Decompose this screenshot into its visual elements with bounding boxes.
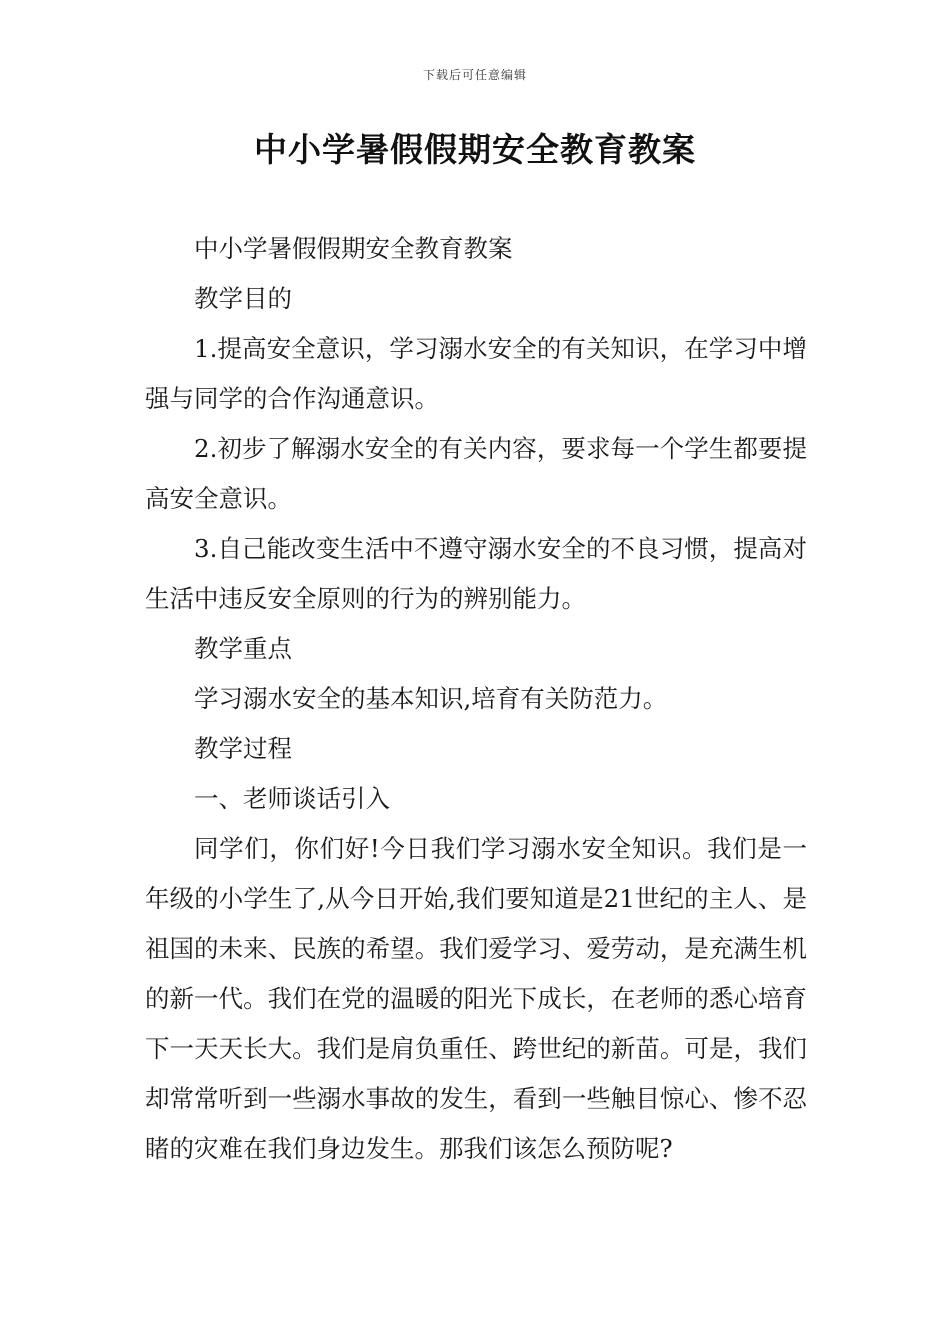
document-title: 中小学暑假假期安全教育教案 bbox=[254, 130, 696, 169]
goal-item-1: 1.提高安全意识，学习溺水安全的有关知识，在学习中增强与同学的合作沟通意识。 bbox=[145, 334, 807, 413]
heading-teaching-goals: 教学目的 bbox=[194, 284, 292, 313]
teaching-focus-text: 学习溺水安全的基本知识,培育有关防范力。 bbox=[194, 684, 668, 713]
heading-teaching-focus: 教学重点 bbox=[194, 634, 292, 663]
paragraph-subtitle: 中小学暑假假期安全教育教案 bbox=[194, 234, 513, 263]
goal-item-3: 3.自己能改变生活中不遵守溺水安全的不良习惯，提高对生活中违反安全原则的行为的辨别能力。 bbox=[145, 534, 807, 613]
heading-teaching-process: 教学过程 bbox=[194, 734, 292, 763]
goal-item-2: 2.初步了解溺水安全的有关内容，要求每一个学生都要提高安全意识。 bbox=[145, 434, 807, 513]
intro-paragraph: 同学们，你们好!今日我们学习溺水安全知识。我们是一年级的小学生了,从今日开始,我们要知道是21世纪的主人、是祖国的未来、民族的希望。我们爱学习、爱劳动，是充满生机的新一代。我们在党的温暖的阳光下成长，在老师的悉心培育下一天天长大。我们是肩负重任、跨世纪的新苗。可是，我们却常常听到一些溺水事故的发生，看到一些触目惊心、惨不忍睹的灾难在我们身边发生。那我们该怎么预防呢? bbox=[145, 834, 807, 1163]
header-note: 下载后可任意编辑 bbox=[422, 68, 527, 82]
process-step-1-heading: 一、老师谈话引入 bbox=[194, 784, 390, 813]
document-body bbox=[145, 224, 807, 1174]
